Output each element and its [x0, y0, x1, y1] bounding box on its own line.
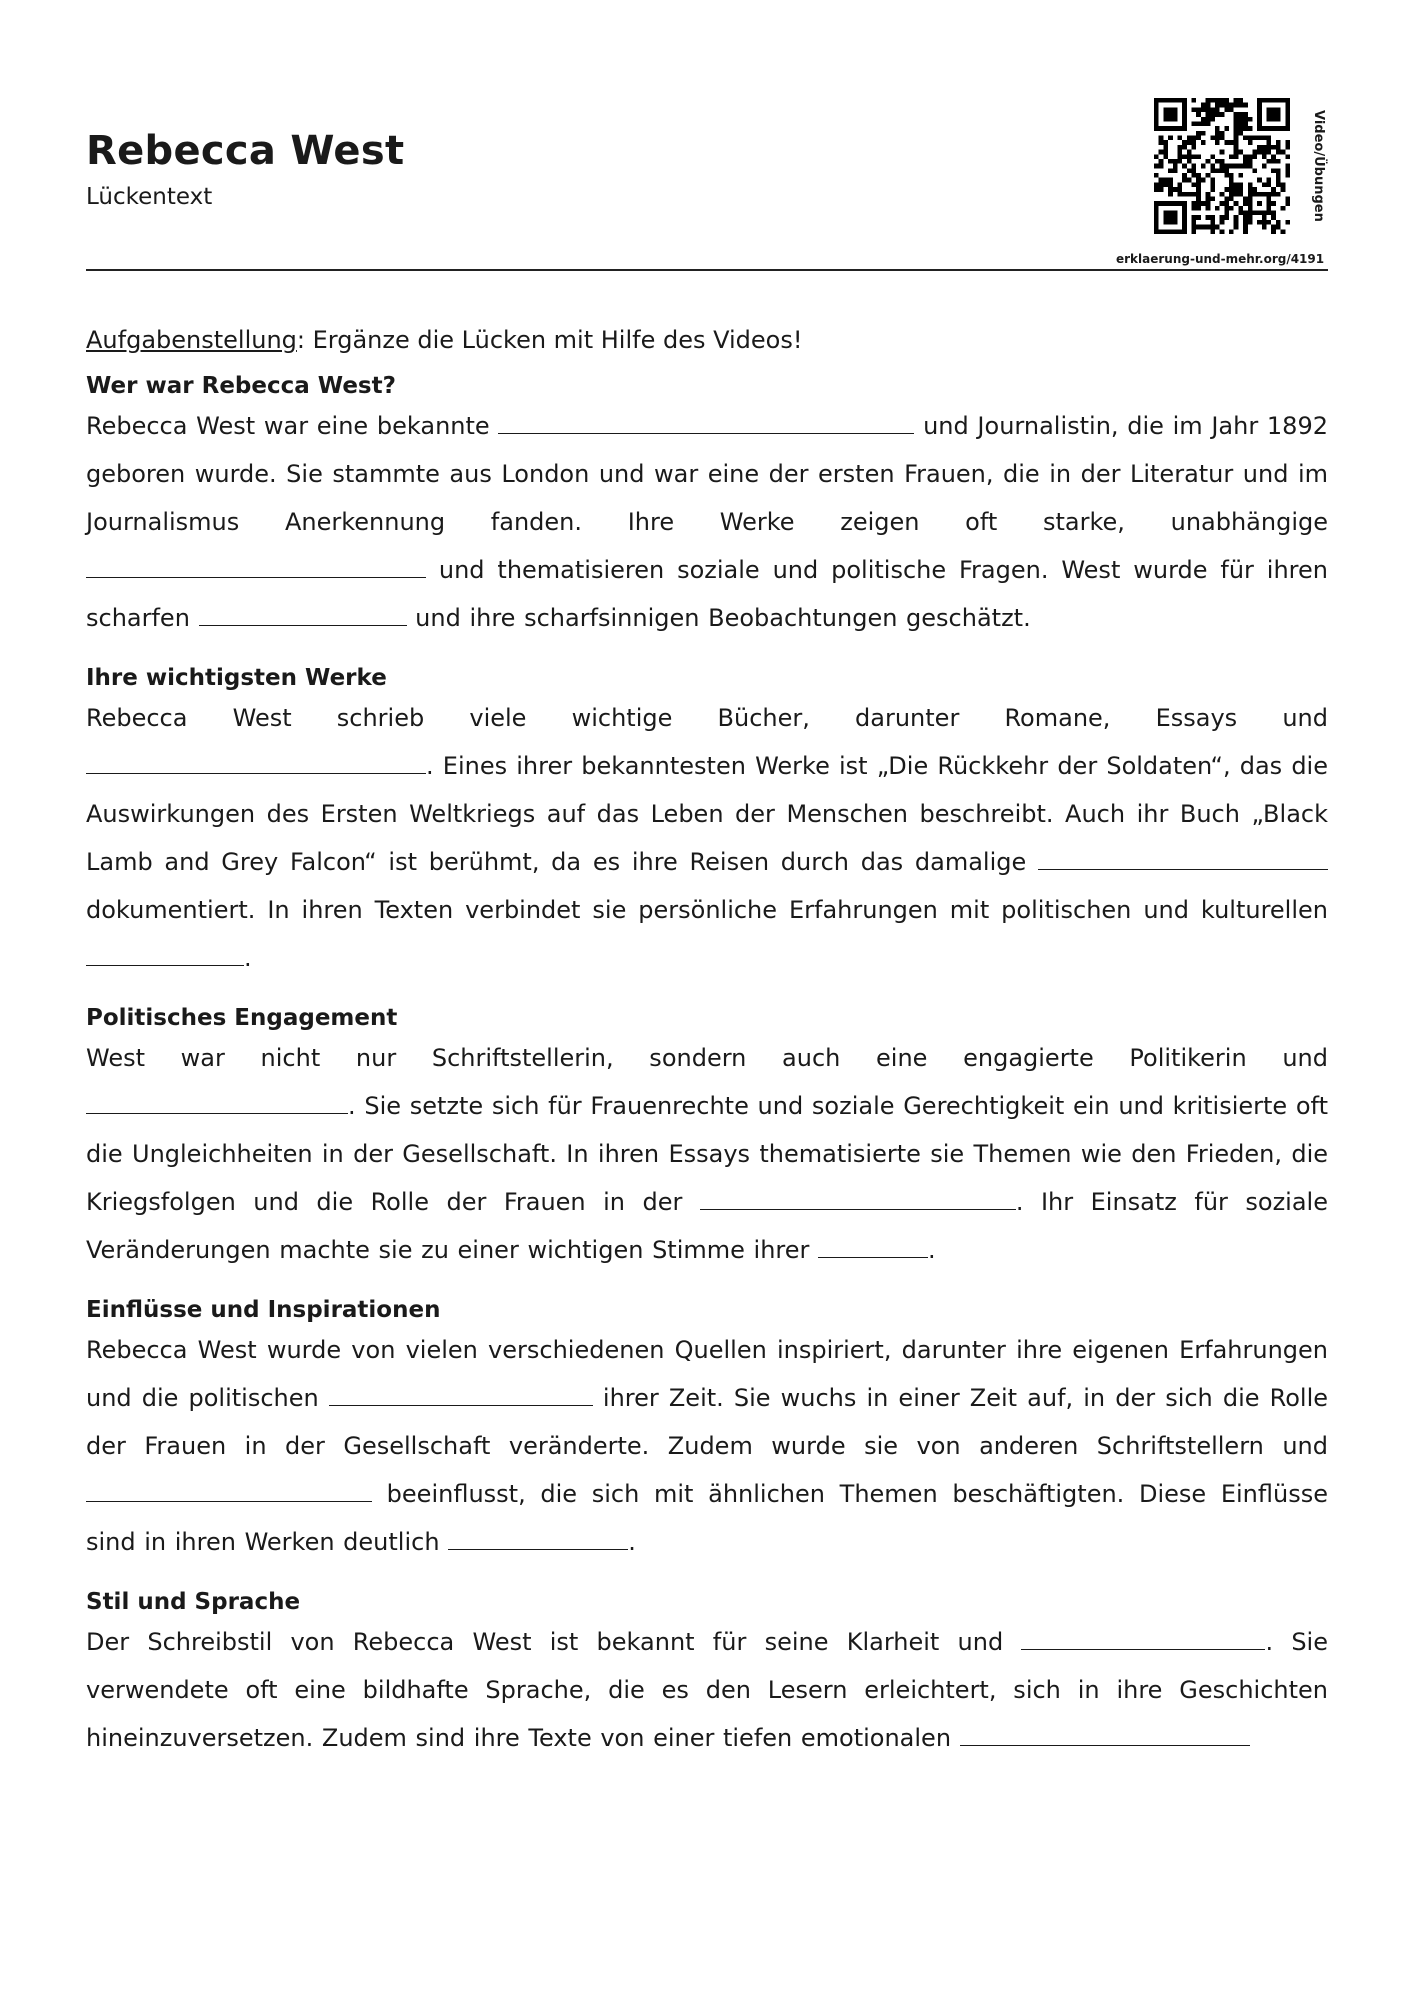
section-heading: Wer war Rebecca West? — [86, 373, 396, 399]
text-segment: . — [628, 1528, 636, 1556]
section-heading: Einflüsse und Inspirationen — [86, 1297, 441, 1323]
text-segment: Rebecca West wurde von vielen verschiedenen Quellen inspiriert, darunter ihre eigenen Erfahrungen und die politischen — [86, 1336, 1328, 1412]
section-paragraph — [86, 1618, 1328, 1762]
text-segment: und Journalistin, die im Jahr 1892 geboren wurde. Sie stammte aus London und war eine der ersten Frauen, die in der Literatur und im Journalismus Anerkennung fanden. Ihre Werke zeigen oft starke, unabhängige — [86, 412, 1328, 536]
text-segment: dokumentiert. In ihren Texten verbindet sie persönliche Erfahrungen mit politischen und kulturellen — [86, 896, 1328, 924]
text-segment: West war nicht nur Schriftstellerin, sondern auch eine engagierte Politikerin und — [86, 1044, 1328, 1072]
text-segment: Rebecca West schrieb viele wichtige Bücher, darunter Romane, Essays und — [86, 704, 1328, 732]
section-paragraph — [86, 1326, 1328, 1566]
task-label: Aufgabenstellung — [86, 326, 297, 354]
text-segment: Rebecca West war eine bekannte — [86, 412, 499, 440]
text-segment: . Ihr Einsatz für soziale Veränderungen machte sie zu einer wichtigen Stimme ihrer — [86, 1188, 1328, 1264]
section-paragraph — [86, 1034, 1328, 1274]
qr-url[interactable]: erklaerung-und-mehr.org/4191 — [1116, 252, 1325, 266]
section-paragraph — [86, 402, 1328, 642]
gap-blank[interactable] — [960, 1725, 1250, 1746]
gap-blank[interactable] — [818, 1237, 928, 1258]
header-divider — [86, 269, 1328, 271]
gap-blank[interactable] — [448, 1529, 628, 1550]
gap-blank[interactable] — [86, 753, 426, 774]
page-title: Rebecca West — [86, 128, 405, 174]
gap-blank[interactable] — [1021, 1629, 1265, 1650]
text-segment: Der Schreibstil von Rebecca West ist bekannt für seine Klarheit und — [86, 1628, 1022, 1656]
page-subtitle: Lückentext — [86, 184, 213, 210]
gap-blank[interactable] — [700, 1189, 1016, 1210]
section-heading: Politisches Engagement — [86, 1005, 398, 1031]
section-heading: Ihre wichtigsten Werke — [86, 665, 387, 691]
section-heading: Stil und Sprache — [86, 1589, 301, 1615]
text-segment: ihrer Zeit. Sie wuchs in einer Zeit auf, in der sich die Rolle der Frauen in der Gesellschaft veränderte. Zudem wurde sie von anderen Schriftstellern und — [86, 1384, 1329, 1460]
text-segment: und thematisieren soziale und politische Fragen. West wurde für ihren scharfen — [86, 556, 1328, 632]
text-segment: . Sie setzte sich für Frauenrechte und soziale Gerechtigkeit ein und kritisierte oft die Ungleichheiten in der Gesellschaft. In ihren Essays thematisierte sie Themen wie den Frieden, die Kriegsfolgen und die Rolle der Frauen in der — [86, 1092, 1328, 1216]
gap-blank[interactable] — [86, 945, 244, 966]
gap-blank[interactable] — [86, 1093, 348, 1114]
gap-blank[interactable] — [86, 557, 426, 578]
gap-blank[interactable] — [86, 1481, 372, 1502]
task-text: : Ergänze die Lücken mit Hilfe des Videos! — [296, 326, 803, 354]
text-segment: und ihre scharfsinnigen Beobachtungen geschätzt. — [406, 604, 1031, 632]
text-segment: beeinflusst, die sich mit ähnlichen Themen beschäftigten. Diese Einflüsse sind in ihren Werken deutlich — [86, 1480, 1328, 1556]
text-segment: . — [928, 1236, 936, 1264]
worksheet-content — [86, 324, 1328, 1782]
qr-code[interactable] — [1154, 98, 1290, 234]
qr-side-label: Video/Übungen — [1311, 110, 1326, 222]
section-paragraph — [86, 694, 1328, 982]
gap-blank[interactable] — [1038, 849, 1328, 870]
gap-blank[interactable] — [199, 605, 407, 626]
task-instruction — [86, 324, 1328, 356]
gap-blank[interactable] — [498, 413, 914, 434]
text-segment: . Eines ihrer bekanntesten Werke ist „Die Rückkehr der Soldaten“, das die Auswirkungen des Ersten Weltkriegs auf das Leben der Menschen beschreibt. Auch ihr Buch „Black Lamb and Grey Falcon“ ist berühmt, da es ihre Reisen durch das damalige — [86, 752, 1328, 876]
text-segment: . Sie verwendete oft eine bildhafte Sprache, die es den Lesern erleichtert, sich in ihre Geschichten hineinzuversetzen. Zudem sind ihre Texte von einer tiefen emotionalen — [86, 1628, 1328, 1752]
text-segment: . — [244, 944, 252, 972]
gap-blank[interactable] — [329, 1385, 593, 1406]
